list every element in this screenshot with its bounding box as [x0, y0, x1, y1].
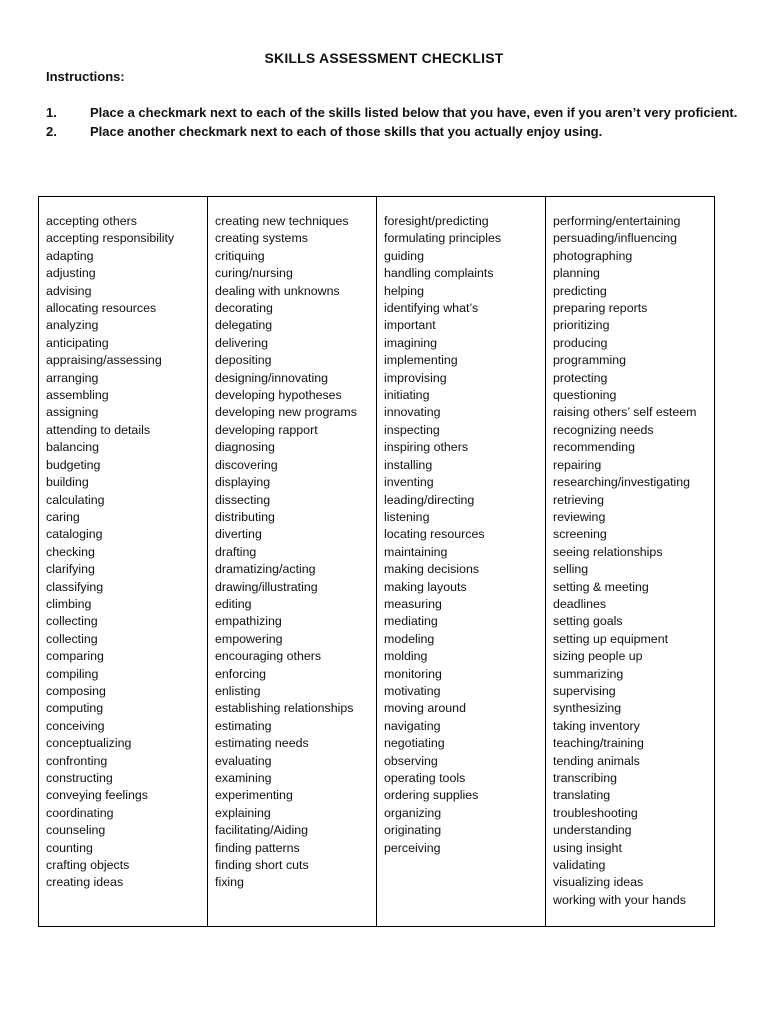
skill-item: deadlines — [553, 596, 607, 611]
skill-item: observing — [384, 753, 438, 768]
skill-item: summarizing — [553, 666, 624, 681]
skill-item: assigning — [46, 405, 99, 420]
skill-item: originating — [384, 823, 442, 838]
skill-item: handling complaints — [384, 266, 494, 281]
skill-item: creating new techniques — [215, 214, 349, 228]
skill-item: installing — [384, 457, 433, 472]
skill-item: operating tools — [384, 771, 466, 785]
skill-item: editing — [215, 596, 252, 611]
skill-item: prioritizing — [553, 318, 610, 333]
skill-item: examining — [215, 771, 272, 785]
skill-item: enlisting — [215, 683, 261, 698]
skill-item: composing — [46, 683, 106, 698]
skill-item: dissecting — [215, 492, 271, 507]
instruction-1 — [46, 105, 737, 120]
skill-item: delivering — [215, 335, 269, 350]
skill-item: conceptualizing — [46, 736, 132, 751]
skill-item: estimating — [215, 718, 272, 733]
skill-item: classifying — [46, 579, 104, 594]
skill-item: making decisions — [384, 562, 480, 577]
skill-item: confronting — [46, 753, 108, 768]
skill-item: adjusting — [46, 266, 96, 281]
skill-item: seeing relationships — [553, 544, 663, 559]
skill-item: improvising — [384, 370, 447, 385]
skill-item: critiquing — [215, 248, 265, 263]
skill-item: persuading/influencing — [553, 231, 677, 246]
skill-item: repairing — [553, 457, 602, 472]
skill-item: creating systems — [215, 231, 308, 246]
skill-item: developing hypotheses — [215, 388, 342, 403]
skill-item: delegating — [215, 318, 273, 333]
skill-item: adapting — [46, 248, 94, 263]
skill-item: empowering — [215, 631, 283, 646]
skill-item: synthesizing — [553, 701, 622, 716]
skill-item: transcribing — [553, 771, 618, 785]
skill-item: maintaining — [384, 544, 448, 559]
skill-item: developing new programs — [215, 405, 357, 420]
skill-item: perceiving — [384, 840, 441, 855]
skill-item: climbing — [46, 596, 92, 611]
skill-item: depositing — [215, 353, 272, 368]
skill-item: imagining — [384, 335, 438, 350]
skill-item: ordering supplies — [384, 788, 479, 803]
skill-item: formulating principles — [384, 231, 502, 246]
skill-item: evaluating — [215, 753, 272, 768]
skill-item: important — [384, 318, 436, 333]
skill-item: displaying — [215, 475, 271, 490]
skill-item: fixing — [215, 875, 244, 890]
skill-item: raising others’ self esteem — [553, 405, 697, 420]
skill-item: facilitating/Aiding — [215, 823, 308, 838]
skill-item: negotiating — [384, 736, 445, 751]
skill-item: sizing people up — [553, 649, 643, 664]
skill-item: checking — [46, 544, 95, 559]
skill-item: crafting objects — [46, 858, 130, 873]
skill-item: finding short cuts — [215, 858, 309, 873]
skill-item: caring — [46, 509, 80, 524]
instruction-number: 1. — [46, 105, 57, 120]
skills-column-1 — [39, 197, 208, 926]
skill-item: comparing — [46, 649, 104, 664]
skill-item: assembling — [46, 388, 109, 403]
skill-item: allocating resources — [46, 301, 157, 316]
skill-item: finding patterns — [215, 840, 300, 855]
skill-item: retrieving — [553, 492, 604, 507]
skill-item: anticipating — [46, 335, 109, 350]
skill-item: using insight — [553, 840, 622, 855]
skill-item: initiating — [384, 388, 430, 403]
skills-column-2 — [208, 197, 377, 926]
skill-item: collecting — [46, 614, 98, 629]
skill-item: leading/directing — [384, 492, 475, 507]
skill-item: molding — [384, 649, 428, 664]
skill-item: programming — [553, 353, 626, 368]
skill-item: accepting responsibility — [46, 231, 175, 246]
skill-item: advising — [46, 283, 92, 298]
skill-item: collecting — [46, 631, 98, 646]
skill-item: measuring — [384, 596, 442, 611]
skill-item: guiding — [384, 248, 424, 263]
instruction-2 — [46, 124, 602, 139]
skill-item: modeling — [384, 631, 435, 646]
skill-item: drawing/illustrating — [215, 579, 318, 594]
skill-item: conceiving — [46, 718, 105, 733]
skill-item: inventing — [384, 475, 434, 490]
skills-column-4 — [546, 197, 714, 926]
skill-item: selling — [553, 562, 589, 577]
skill-item: coordinating — [46, 805, 114, 820]
skills-table — [38, 196, 715, 927]
skill-item: reviewing — [553, 509, 606, 524]
skill-item: mediating — [384, 614, 438, 629]
skill-item: recognizing needs — [553, 422, 654, 437]
skill-item: encouraging others — [215, 649, 322, 664]
skill-item: enforcing — [215, 666, 266, 681]
skill-item: researching/investigating — [553, 475, 691, 490]
skill-item: accepting others — [46, 214, 137, 228]
skill-item: calculating — [46, 492, 105, 507]
instruction-number: 2. — [46, 124, 57, 139]
skill-item: conveying feelings — [46, 788, 148, 803]
skill-item: explaining — [215, 805, 271, 820]
skill-item: moving around — [384, 701, 466, 716]
skill-item: creating ideas — [46, 875, 124, 890]
instructions-label: Instructions: — [46, 69, 125, 84]
skill-item: drafting — [215, 544, 257, 559]
skill-item: locating resources — [384, 527, 485, 542]
skill-item: setting & meeting — [553, 579, 649, 594]
skill-item: designing/innovating — [215, 370, 328, 385]
skill-item: inspiring others — [384, 440, 469, 455]
skill-item: estimating needs — [215, 736, 309, 751]
skill-item: empathizing — [215, 614, 282, 629]
skill-item: compiling — [46, 666, 99, 681]
skill-item: monitoring — [384, 666, 442, 681]
skill-item: planning — [553, 266, 600, 281]
skill-item: foresight/predicting — [384, 214, 489, 228]
skill-item: tending animals — [553, 753, 640, 768]
skill-item: building — [46, 475, 89, 490]
skill-item: discovering — [215, 457, 278, 472]
skill-item: making layouts — [384, 579, 467, 594]
skill-item: innovating — [384, 405, 441, 420]
skill-item: understanding — [553, 823, 632, 838]
skill-item: photographing — [553, 248, 633, 263]
skill-item: validating — [553, 858, 606, 873]
skill-item: diagnosing — [215, 440, 275, 455]
skill-item: questioning — [553, 388, 617, 403]
skill-item: producing — [553, 335, 608, 350]
skill-item: preparing reports — [553, 301, 648, 316]
skill-item: supervising — [553, 683, 616, 698]
instruction-text: Place a checkmark next to each of the skills listed below that you have, even if you aren’t very proficient. — [90, 105, 738, 120]
skill-item: computing — [46, 701, 104, 716]
skill-item: appraising/assessing — [46, 353, 162, 368]
skill-item: listening — [384, 509, 430, 524]
skill-item: organizing — [384, 805, 442, 820]
skill-item: clarifying — [46, 562, 95, 577]
skill-item: helping — [384, 283, 424, 298]
skill-item: diverting — [215, 527, 262, 542]
skill-item: recommending — [553, 440, 635, 455]
skill-item: protecting — [553, 370, 608, 385]
skill-item: attending to details — [46, 422, 151, 437]
skill-item: working with your hands — [553, 892, 686, 907]
skill-item: teaching/training — [553, 736, 644, 751]
page-title: SKILLS ASSESSMENT CHECKLIST — [264, 50, 504, 66]
skill-item: dealing with unknowns — [215, 283, 340, 298]
skill-item: setting goals — [553, 614, 623, 629]
skill-item: predicting — [553, 283, 607, 298]
skill-item: setting up equipment — [553, 631, 669, 646]
skill-item: translating — [553, 788, 611, 803]
skill-item: budgeting — [46, 457, 101, 472]
skill-item: balancing — [46, 440, 100, 455]
skill-item: decorating — [215, 301, 273, 316]
skill-item: experimenting — [215, 788, 293, 803]
skill-item: troubleshooting — [553, 805, 638, 820]
skill-item: visualizing ideas — [553, 875, 644, 890]
skill-item: distributing — [215, 509, 275, 524]
skill-item: establishing relationships — [215, 701, 354, 716]
skills-column-3 — [377, 197, 546, 926]
skill-item: arranging — [46, 370, 99, 385]
skill-item: constructing — [46, 771, 113, 785]
skill-item: cataloging — [46, 527, 103, 542]
skill-item: navigating — [384, 718, 441, 733]
skill-item: performing/entertaining — [553, 214, 681, 228]
skill-item: curing/nursing — [215, 266, 293, 281]
skill-item: screening — [553, 527, 607, 542]
skill-item: implementing — [384, 353, 458, 368]
instruction-text: Place another checkmark next to each of those skills that you actually enjoy using. — [90, 124, 603, 139]
skill-item: inspecting — [384, 422, 440, 437]
skill-item: counting — [46, 840, 93, 855]
skill-item: counseling — [46, 823, 106, 838]
skill-item: motivating — [384, 683, 441, 698]
skill-item: analyzing — [46, 318, 99, 333]
skill-item: taking inventory — [553, 718, 640, 733]
skill-item: developing rapport — [215, 422, 318, 437]
skill-item: dramatizing/acting — [215, 562, 316, 577]
skill-item: identifying what’s — [384, 301, 479, 316]
